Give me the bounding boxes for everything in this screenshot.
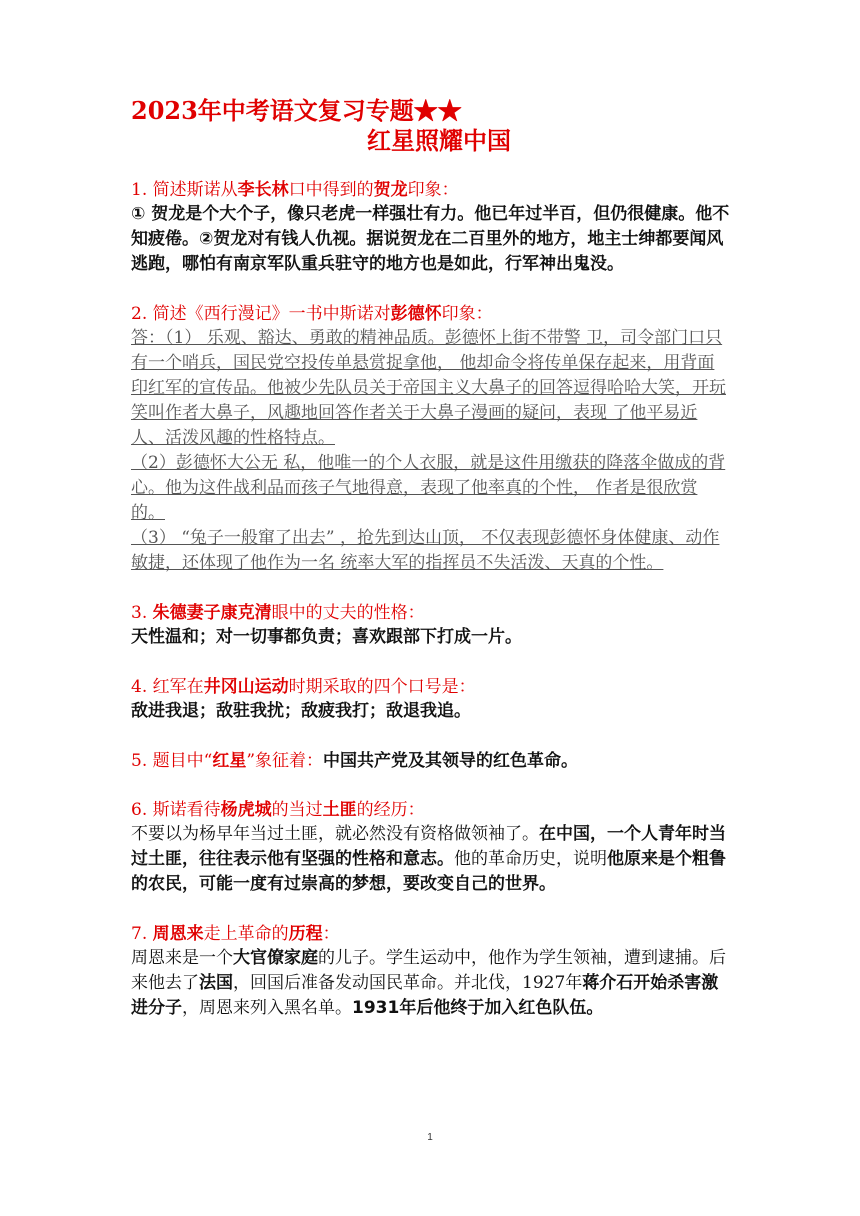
question-7: 7. 周恩来走上革命的历程：	[131, 924, 340, 944]
page-number: 1	[427, 1132, 433, 1143]
answer-4: 敌进我退；敌驻我扰；敌疲我打；敌退我追。	[131, 701, 471, 721]
answer-5: 中国共产党及其领导的红色革命。	[323, 751, 579, 771]
answer-7: 周恩来是一个大官僚家庭的儿子。学生运动中，他作为学生领袖，遭到逮捕。后来他去了法国，回国后准备发动国民革命。并北伐，1927年蒋介石开始杀害激进分子，周恩来列入黑名单。1931年后他终于加入红色队伍。	[131, 948, 726, 1018]
document-subtitle: 红星照耀中国	[367, 126, 511, 155]
answer-2-part-1: 答：（1） 乐观、豁达、勇敢的精神品质。彭德怀上街不带警 卫，司令部门口只有一个哨兵，国民党空投传单悬赏捉拿他， 他却命令将传单保存起来，用背面印红军的宣传品。他被少先队员关于帝国主义大鼻子的回答逗得哈哈大笑，开玩笑叫作者大鼻子，风趣地回答作者关于大鼻子漫画的疑问，表现 了他平易近人、活泼风趣的性格特点。	[131, 328, 726, 448]
question-5: 5. 题目中“红星”象征着：中国共产党及其领导的红色革命。	[131, 751, 579, 771]
question-1: 1. 简述斯诺从李长林口中得到的贺龙印象：	[131, 180, 459, 200]
answer-6: 不要以为杨早年当过土匪，就必然没有资格做领袖了。在中国，一个人青年时当过土匪，往往表示他有坚强的性格和意志。他的革命历史，说明他原来是个粗鲁的农民，可能一度有过崇高的梦想，要改变自己的世界。	[131, 824, 726, 894]
answer-3: 天性温和；对一切事都负责；喜欢跟部下打成一片。	[131, 627, 522, 647]
document-title: 2023年中考语文复习专题★★	[131, 96, 462, 125]
document-content	[131, 96, 731, 1021]
question-4: 4. 红军在井冈山运动时期采取的四个口号是：	[131, 677, 476, 697]
answer-2-part-2: （2）彭德怀大公无 私，他唯一的个人衣服，就是这件用缴获的降落伞做成的背心。他为这件战利品而孩子气地得意，表现了他率真的个性， 作者是很欣赏的。	[131, 453, 726, 523]
question-3: 3. 朱德妻子康克清眼中的丈夫的性格：	[131, 603, 425, 623]
question-6: 6. 斯诺看待杨虎城的当过土匪的经历：	[131, 800, 425, 820]
question-2: 2. 简述《西行漫记》一书中斯诺对彭德怀印象：	[131, 304, 493, 324]
answer-1: ① 贺龙是个大个子，像只老虎一样强壮有力。他已年过半百，但仍很健康。他不知疲倦。②贺龙对有钱人仇视。据说贺龙在二百里外的地方，地主士绅都要闻风逃跑，哪怕有南京军队重兵驻守的地方也是如此，行军神出鬼没。	[131, 204, 730, 274]
answer-2-part-3: （3） “兔子一般窜了出去” ，抢先到达山顶， 不仅表现彭德怀身体健康、动作敏捷，还体现了他作为一名 统率大军的指挥员不失活泼、天真的个性。	[131, 528, 720, 573]
